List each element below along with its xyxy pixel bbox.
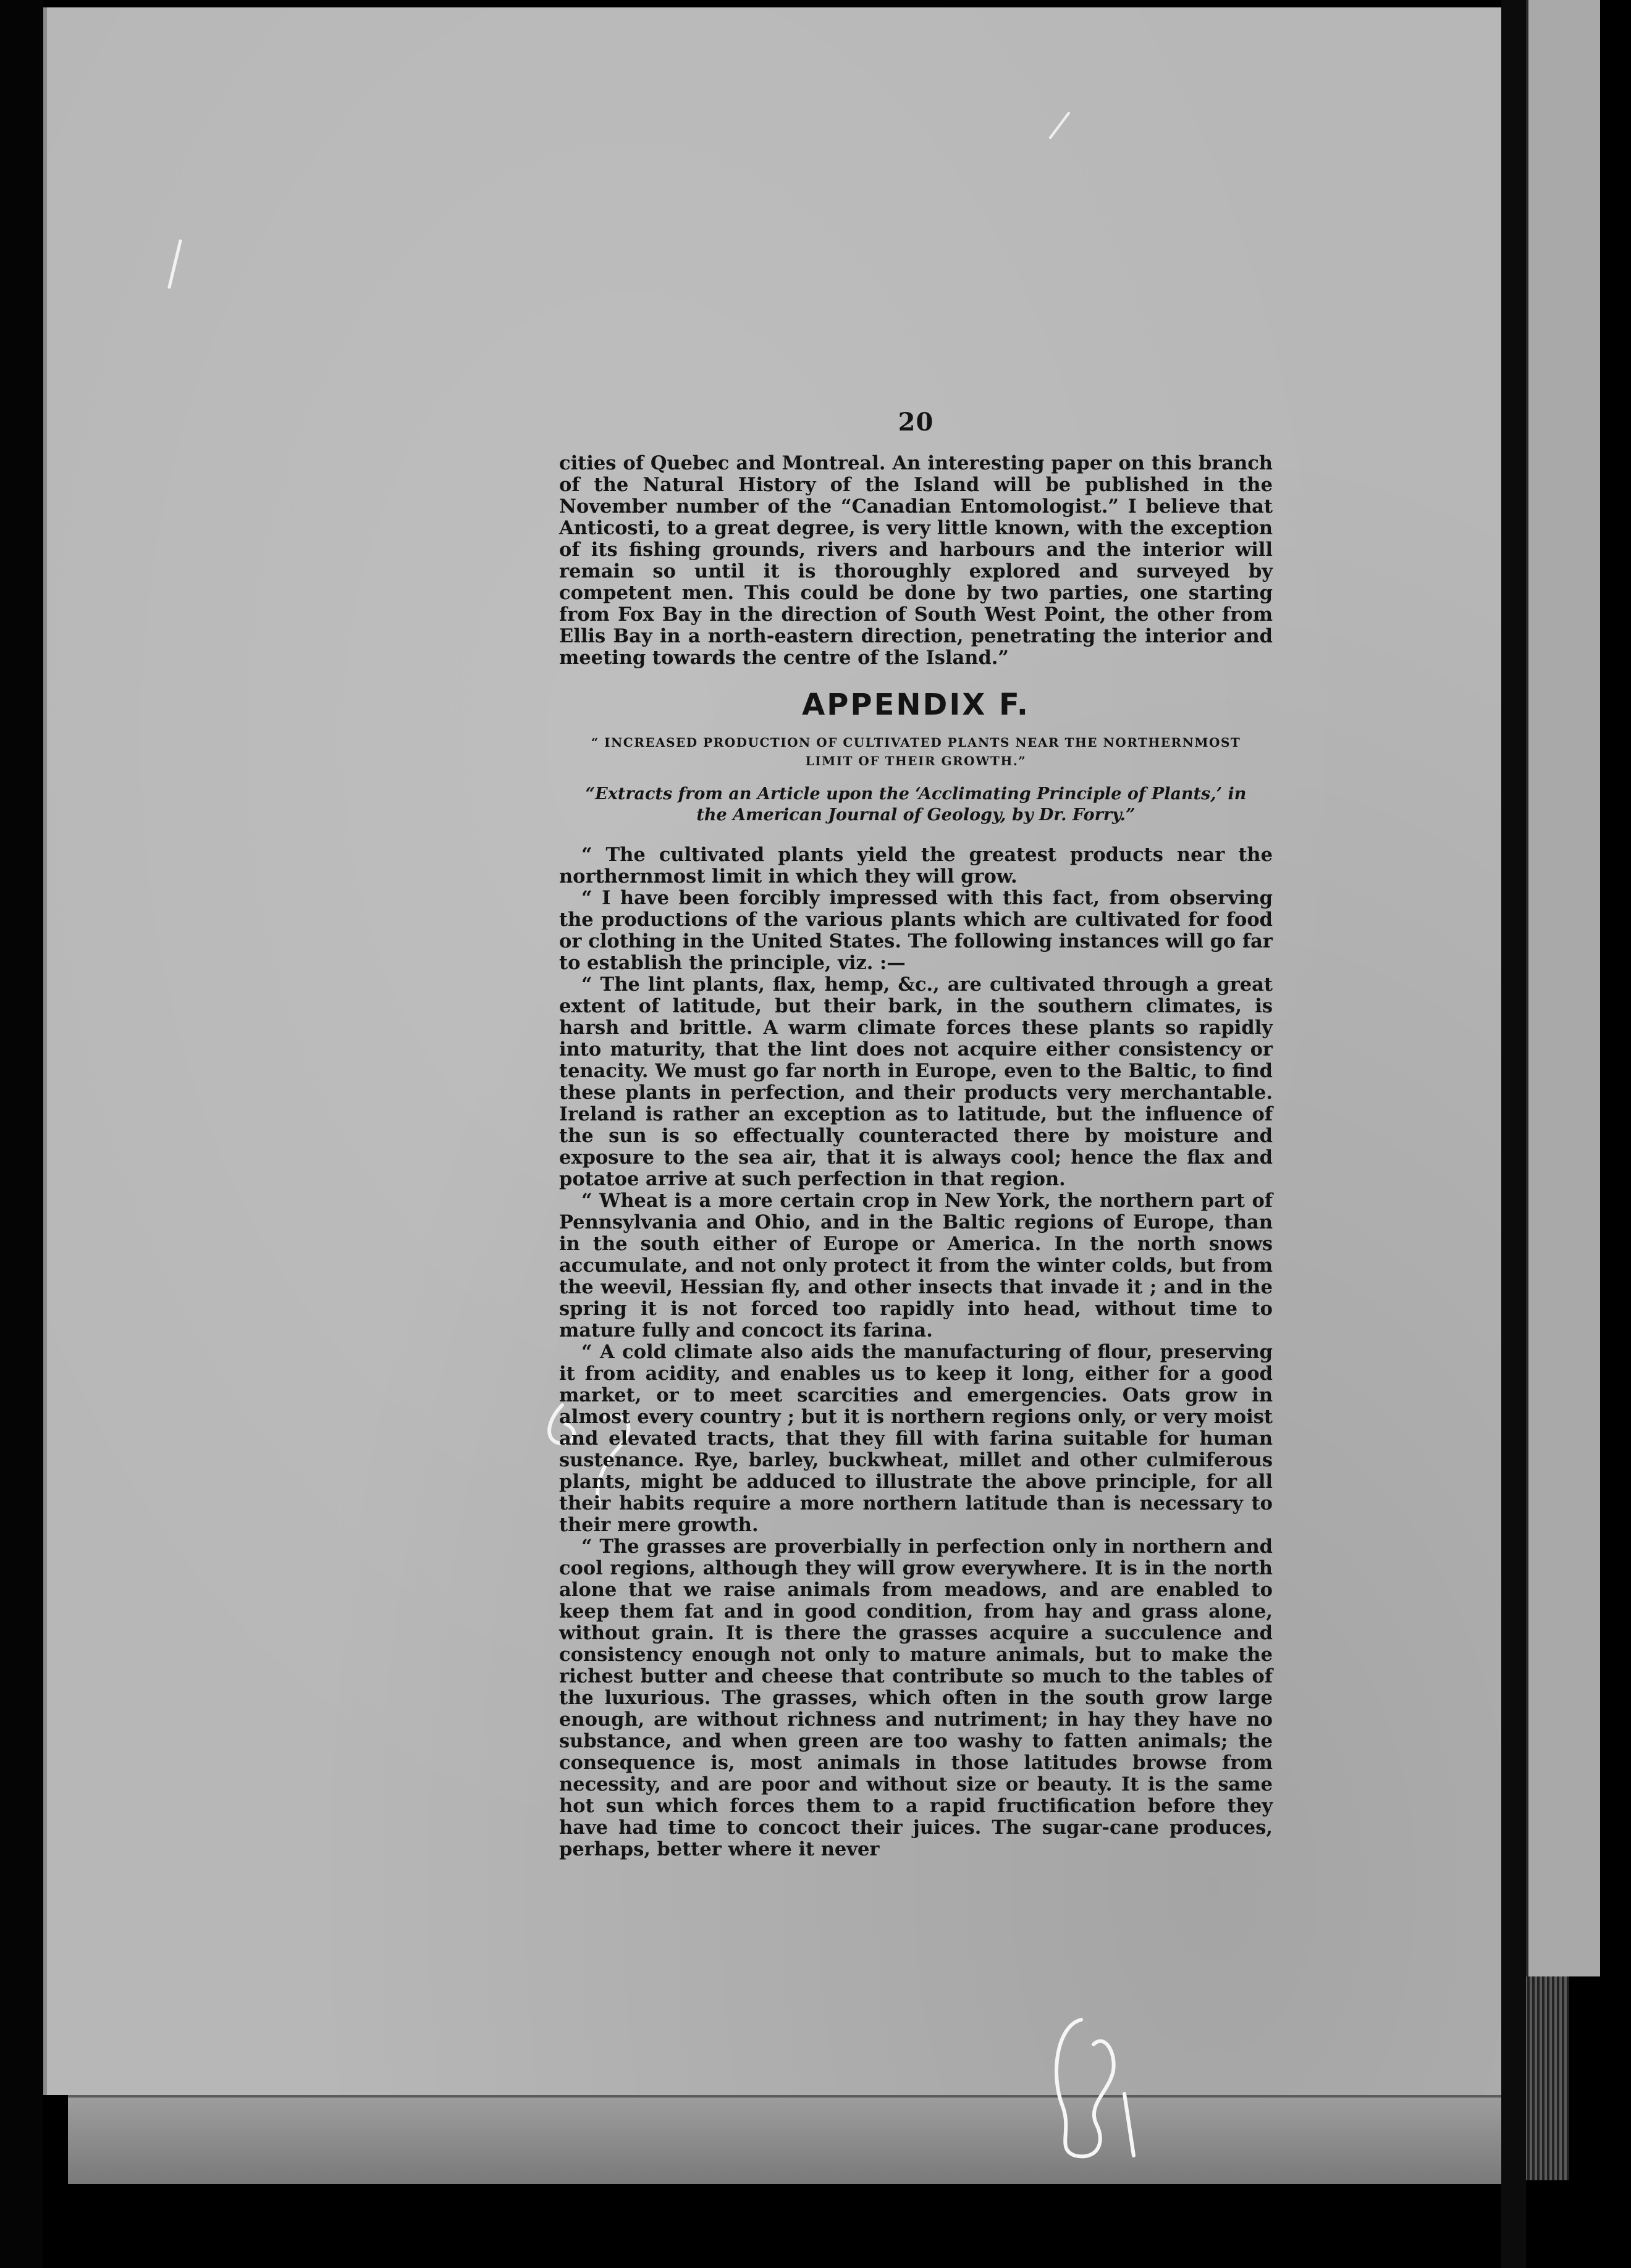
page-number: 20: [898, 408, 934, 437]
body-paragraph: “ The cultivated plants yield the greatest products near the northernmost limit in which they will grow.: [559, 844, 1273, 888]
pen-mark-right-icon: [1032, 108, 1081, 145]
right-scan-border: [1600, 0, 1631, 2268]
pen-mark-loop-icon: [1038, 2001, 1149, 2162]
left-scan-border: [0, 0, 43, 2268]
extract-note: “Extracts from an Article upon the ‘Acclimating Principle of Plants,’ in the American Journal of Geology, by Dr. Forry.”: [585, 784, 1247, 825]
body-paragraph: “ The grasses are proverbially in perfection only in northern and cool regions, although they will grow everywhere. It is in the north alone that we raise animals from meadows, and are enabled to keep them fat and in good condition, from hay and grass alone, without grain. It is there the grasses acquire a succulence and consistency enough not only to mature animals, but to make the richest butter and cheese that contribute so much to the tables of the luxurious. The grasses, which often in the south grow large enough, are without richness and nutriment; in hay they have no substance, and when green are too washy to fatten animals; the consequence is, most animals in those latitudes browse from necessity, and are poor and without size or beauty. It is the same hot sun which forces them to a rapid fructification before they have had time to concoct their juices. The sugar-cane produces, perhaps, better where it never: [559, 1535, 1273, 1860]
book-gutter: [1501, 0, 1526, 2268]
page-stack-bottom: [68, 2095, 1507, 2184]
adjacent-page-edge: [1526, 0, 1603, 1976]
body-paragraph: “ Wheat is a more certain crop in New York, the northern part of Pennsylvania and Ohio, and in the Baltic regions of Europe, than in the south either of Europe or America. In the north snows accumulate, and not only protect it from the winter colds, but from the weevil, Hessian fly, and other insects that invade it ; and in the spring it is not forced too rapidly into head, without time to mature fully and concoct its farina.: [559, 1190, 1273, 1342]
appendix-subtitle: “ INCREASED PRODUCTION OF CULTIVATED PLANTS NEAR THE NORTHERNMOST LIMIT OF THEIR GROWTH.”: [591, 735, 1241, 768]
intro-paragraph: cities of Quebec and Montreal. An interesting paper on this branch of the Natural History of the Island will be published in the November number of the “Canadian Entomologist.” I believe that Anticosti, to a great degree, is very little known, with the exception of its fishing grounds, rivers and harbours and the interior will remain so until it is thoroughly explored and surveyed by competent men. This could be done by two parties, one starting from Fox Bay in the direction of South West Point, the other from Ellis Bay in a north-eastern direction, penetrating the interior and meeting towards the centre of the Island.”: [559, 452, 1273, 669]
body-paragraph: “ A cold climate also aids the manufacturing of flour, preserving it from acidity, and enables us to keep it long, either for a good market, or to meet scarcities and emergencies. Oats grow in almost every country ; but it is northern regions only, or very moist and elevated tracts, that they fill with farina suitable for human sustenance. Rye, barley, buckwheat, millet and other culmiferous plants, might be adduced to illustrate the above principle, for all their habits require a more northern latitude than is necessary to their mere growth.: [559, 1341, 1273, 1536]
body-paragraph: “ The lint plants, flax, hemp, &c., are cultivated through a great extent of latitude, but their bark, in the southern climates, is harsh and brittle. A warm climate forces these plants so rapidly into maturity, that the lint does not acquire either consistency or tenacity. We must go far north in Europe, even to the Baltic, to find these plants in perfection, and their products very merchantable. Ireland is rather an exception as to latitude, but the influence of the sun is so effectually counteracted there by moisture and exposure to the sea air, that it is always cool; hence the flax and potatoe arrive at such perfection in that region.: [559, 973, 1273, 1190]
body-paragraph: “ I have been forcibly impressed with this fact, from observing the productions of the various plants which are cultivated for food or clothing in the United States. The following instances will go far to establish the principle, viz. :—: [559, 887, 1273, 974]
appendix-title: APPENDIX F.: [802, 687, 1030, 722]
page-text-block: [559, 408, 1273, 1860]
pen-mark-left-icon: [162, 238, 187, 293]
